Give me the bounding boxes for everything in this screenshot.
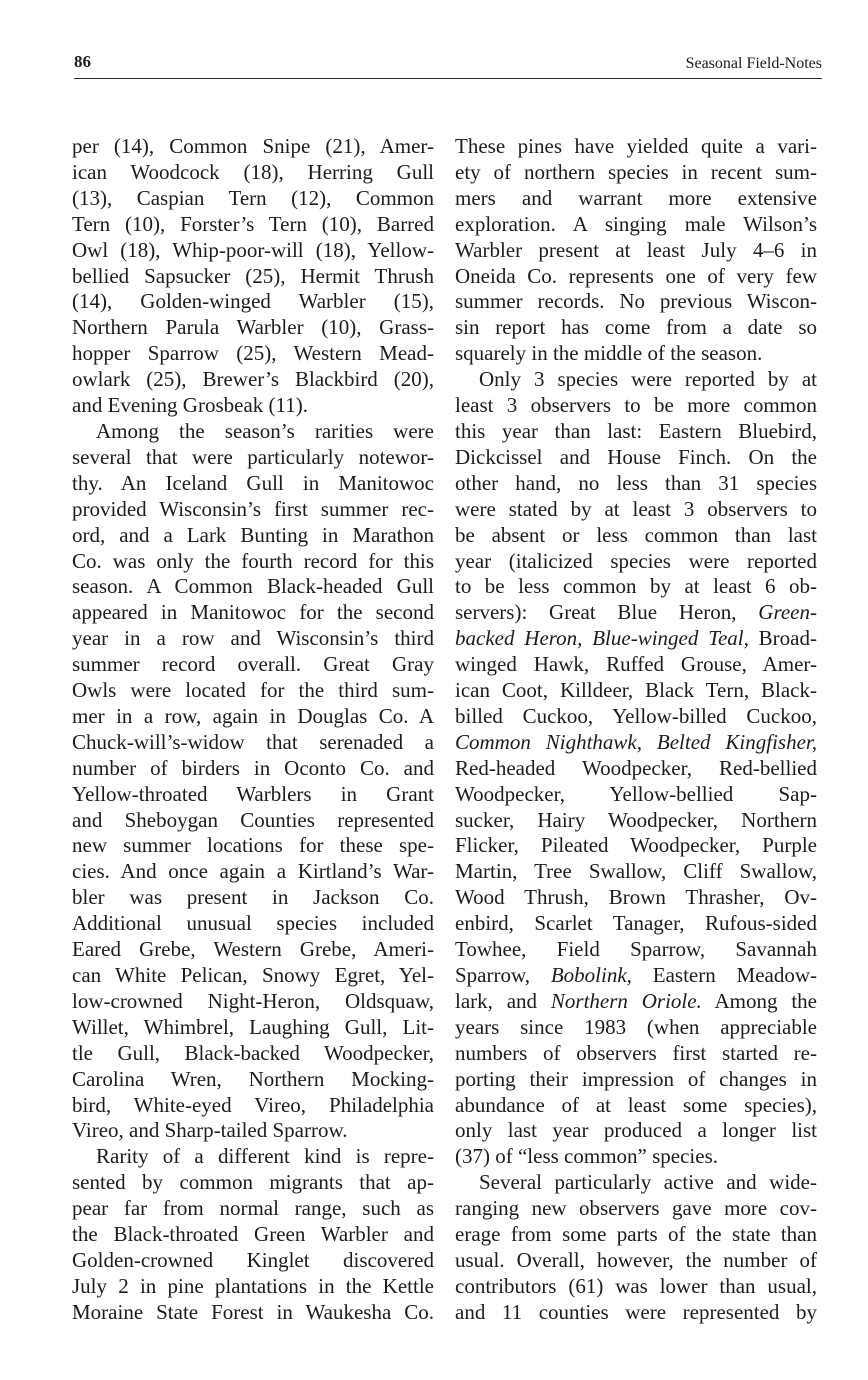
text-line: numbers of observers first started re-	[455, 1040, 817, 1065]
left-column	[72, 134, 434, 1326]
text-line: low-crowned Night-Heron, Oldsquaw,	[72, 988, 434, 1013]
text-line: pear far from normal range, such as	[72, 1196, 434, 1221]
text-line: (37) of “less common” species.	[455, 1144, 719, 1169]
text-line: bird, White-eyed Vireo, Philadelphia	[72, 1092, 434, 1117]
text-line: new summer locations for these spe-	[72, 833, 434, 858]
text-line: to be less common by at least 6 ob-	[455, 574, 817, 599]
text-line: thy. An Iceland Gull in Manitowoc	[72, 470, 434, 495]
text-line: Only 3 species were reported by at	[479, 367, 817, 392]
text-line: (13), Caspian Tern (12), Common	[72, 185, 434, 210]
text-line: Among the season’s rarities were	[96, 418, 434, 443]
text-line: Chuck-will’s-widow that serenaded a	[72, 729, 434, 754]
text-line: sin report has come from a date so	[455, 315, 817, 340]
text-line: Owl (18), Whip-poor-will (18), Yellow-	[72, 237, 434, 262]
text-line: Owls were located for the third sum-	[72, 678, 434, 703]
text-run: lark, and	[455, 988, 551, 1013]
text-line: exploration. A singing male Wilson’s	[455, 211, 817, 236]
text-line: the Black-throated Green Warbler and	[72, 1222, 434, 1247]
paragraph-rarities	[72, 419, 434, 1144]
text-line: Co. was only the fourth record for this	[72, 548, 434, 573]
italic-species: Green-	[758, 600, 817, 625]
text-line: Carolina Wren, Northern Mocking-	[72, 1066, 434, 1091]
text-line: owlark (25), Brewer’s Blackbird (20),	[72, 367, 434, 392]
page-number: 86	[74, 52, 91, 71]
text-line: winged Hawk, Ruffed Grouse, Amer-	[455, 652, 817, 677]
text-line: erage from some parts of the state than	[455, 1222, 817, 1247]
text-line: Flicker, Pileated Woodpecker, Purple	[455, 833, 817, 858]
text-run: Sparrow,	[455, 963, 551, 987]
text-line: only last year produced a longer list	[455, 1118, 817, 1143]
text-line: mer in a row, again in Douglas Co. A	[72, 703, 434, 728]
text-line: Woodpecker, Yellow-bellied Sap-	[455, 781, 817, 806]
text-line: These pines have yielded quite a vari-	[455, 134, 817, 158]
text-line: (14), Golden-winged Warbler (15),	[72, 289, 434, 314]
italic-species: Common Nighthawk, Belted Kingfisher,	[455, 729, 817, 754]
text-line: Several particularly active and wide-	[479, 1170, 817, 1195]
text-line: Martin, Tree Swallow, Cliff Swallow,	[455, 859, 817, 884]
text-line: provided Wisconsin’s first summer rec-	[72, 496, 434, 521]
paragraph-common-species	[455, 367, 817, 1170]
text-line: and 11 counties were represented by	[455, 1299, 817, 1324]
text-line-italic	[455, 730, 817, 756]
text-line: Additional unusual species included	[72, 911, 434, 936]
text-line: Towhee, Field Sparrow, Savannah	[455, 937, 817, 962]
text-line: Yellow-throated Warblers in Grant	[72, 781, 434, 806]
text-line: squarely in the middle of the season.	[455, 341, 763, 366]
paragraph-observers	[455, 1170, 817, 1325]
text-line: Northern Parula Warbler (10), Grass-	[72, 315, 434, 340]
text-line: ican Coot, Killdeer, Black Tern, Black-	[455, 678, 817, 703]
text-line: summer records. No previous Wiscon-	[455, 289, 817, 314]
text-line: Vireo, and Sharp-tailed Sparrow.	[72, 1118, 348, 1143]
text-line: per (14), Common Snipe (21), Amer-	[72, 134, 434, 158]
text-line: ranging new observers gave more cov-	[455, 1196, 817, 1221]
text-line: can White Pelican, Snowy Egret, Yel-	[72, 963, 434, 987]
text-line: Warbler present at least July 4–6 in	[455, 237, 817, 262]
text-line: several that were particularly notewor-	[72, 444, 434, 469]
text-line-mixed	[455, 989, 817, 1015]
text-line: bellied Sapsucker (25), Hermit Thrush	[72, 263, 434, 288]
text-line: other hand, no less than 31 species	[455, 470, 817, 495]
text-line: and Evening Grosbeak (11).	[72, 393, 308, 418]
italic-species: backed Heron, Blue-winged Teal,	[455, 626, 749, 651]
text-line: ord, and a Lark Bunting in Marathon	[72, 522, 434, 547]
text-line: Red-headed Woodpecker, Red-bellied	[455, 755, 817, 780]
text-line: Oneida Co. represents one of very few	[455, 263, 817, 288]
right-column	[455, 134, 817, 1326]
text-line: Wood Thrush, Brown Thrasher, Ov-	[455, 885, 817, 910]
text-line: sucker, Hairy Woodpecker, Northern	[455, 807, 817, 832]
text-line-mixed	[455, 963, 817, 989]
text-line: ety of northern species in recent sum-	[455, 159, 817, 184]
text-line: be absent or less common than last	[455, 522, 817, 547]
text-line: season. A Common Black-headed Gull	[72, 574, 434, 599]
text-run: servers): Great Blue Heron,	[455, 600, 759, 625]
text-line: contributors (61) was lower than usual,	[455, 1273, 817, 1298]
text-line: years since 1983 (when appreciable	[455, 1014, 817, 1039]
text-line: enbird, Scarlet Tanager, Rufous-sided	[455, 911, 817, 936]
text-line: number of birders in Oconto Co. and	[72, 755, 434, 780]
section-title: Seasonal Field-Notes	[685, 55, 822, 72]
text-line-mixed	[455, 626, 817, 652]
text-line: summer record overall. Great Gray	[72, 652, 434, 677]
text-line: hopper Sparrow (25), Western Mead-	[72, 341, 434, 366]
text-run: Broad-	[748, 626, 817, 651]
text-line: appeared in Manitowoc for the second	[72, 600, 434, 625]
text-line: Willet, Whimbrel, Laughing Gull, Lit-	[72, 1014, 434, 1039]
text-line-mixed	[455, 600, 817, 626]
text-line: Golden-crowned Kinglet discovered	[72, 1247, 434, 1272]
italic-species: Bobolink,	[550, 963, 632, 987]
text-line: Dickcissel and House Finch. On the	[455, 444, 817, 469]
text-line: least 3 observers to be more common	[455, 393, 817, 418]
text-line: porting their impression of changes in	[455, 1066, 817, 1091]
text-line: bler was present in Jackson Co.	[72, 885, 434, 910]
text-line: year in a row and Wisconsin’s third	[72, 626, 434, 651]
text-line: Tern (10), Forster’s Tern (10), Barred	[72, 211, 434, 236]
text-line: cies. And once again a Kirtland’s War-	[72, 859, 434, 884]
text-line: usual. Overall, however, the number of	[455, 1247, 817, 1272]
text-line: billed Cuckoo, Yellow-billed Cuckoo,	[455, 703, 817, 728]
text-line: Moraine State Forest in Waukesha Co.	[72, 1299, 434, 1324]
text-line: this year than last: Eastern Bluebird,	[455, 418, 817, 443]
text-line: Rarity of a different kind is repre-	[96, 1144, 434, 1169]
text-line: abundance of at least some species),	[455, 1092, 817, 1117]
running-header	[74, 50, 822, 79]
italic-species: Northern Oriole.	[550, 988, 702, 1013]
text-line: tle Gull, Black-backed Woodpecker,	[72, 1040, 434, 1065]
text-run: Among the	[701, 988, 817, 1013]
paragraph-pines	[455, 134, 817, 367]
text-line: sented by common migrants that ap-	[72, 1170, 434, 1195]
text-line: ican Woodcock (18), Herring Gull	[72, 159, 434, 184]
text-line: were stated by at least 3 observers to	[455, 496, 817, 521]
text-run: Eastern Meadow-	[631, 963, 817, 987]
text-line: July 2 in pine plantations in the Kettle	[72, 1273, 434, 1298]
paragraph-species-list	[72, 134, 434, 419]
text-line: and Sheboygan Counties represented	[72, 807, 434, 832]
paragraph-rarity-kind	[72, 1144, 434, 1325]
text-line: year (italicized species were reported	[455, 548, 817, 573]
text-line: mers and warrant more extensive	[455, 185, 817, 210]
text-line: Eared Grebe, Western Grebe, Ameri-	[72, 937, 434, 962]
